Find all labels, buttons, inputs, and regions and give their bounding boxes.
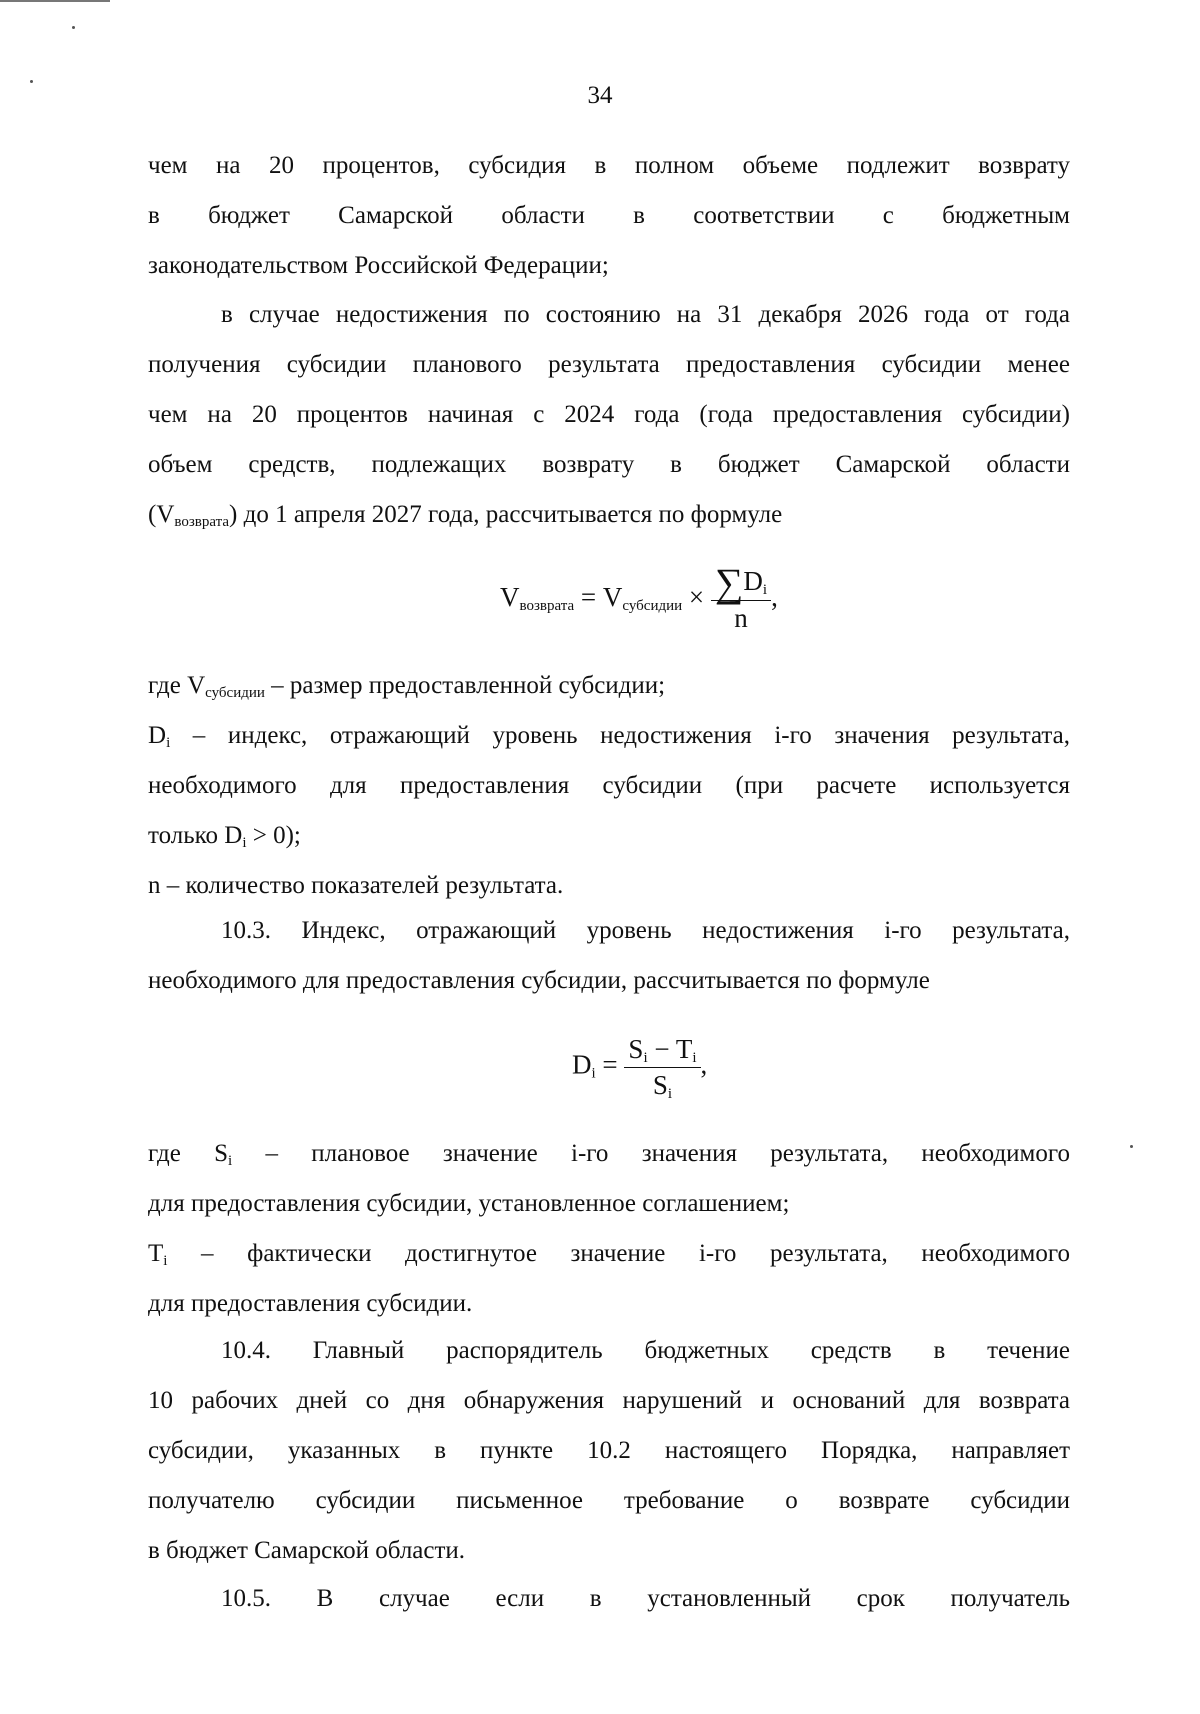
formula-sub: i [692, 1050, 697, 1066]
formula-sub: i [643, 1050, 648, 1066]
text-fragment: (V [148, 501, 175, 528]
paragraph-refund-condition [148, 290, 1070, 540]
formula-times: × [688, 582, 705, 613]
text-line [148, 1229, 1070, 1279]
formula-var: T [675, 1034, 693, 1064]
text-fragment: – индекс, отражающий уровень недостижения i-го значения результата, [170, 722, 1070, 749]
paragraph-10-5 [148, 1574, 1070, 1624]
text-fragment: ) до 1 апреля 2027 года, рассчитывается по формуле [229, 501, 783, 528]
subscript: субсидии [205, 685, 265, 701]
subscript: i [242, 835, 247, 851]
text-fragment: – фактически достигнутое значение i-го результата, необходимого [167, 1240, 1070, 1267]
fraction-numerator [624, 1034, 700, 1068]
formula-refund-volume [500, 560, 778, 634]
page-number: 34 [587, 82, 613, 109]
text-line [148, 811, 1070, 861]
text-line: объем средств, подлежащих возврату в бюджет Самарской области [148, 451, 1070, 478]
scan-speck [1130, 1145, 1133, 1148]
subscript: возврата [174, 514, 230, 530]
text-line: получения субсидии планового результата предоставления субсидии менее [148, 351, 1070, 378]
formula-sub: возврата [519, 598, 575, 615]
text-line [148, 1129, 1070, 1179]
text-line: 10.3. Индекс, отражающий уровень недостижения i-го результата, [221, 917, 1070, 944]
text-line: субсидии, указанных в пункте 10.2 настоящего Порядка, направляет [148, 1437, 1070, 1464]
paragraph-10-3 [148, 906, 1070, 1006]
subscript: i [166, 735, 171, 751]
formula-sub: i [667, 1086, 673, 1102]
formula-minus: − [647, 1034, 676, 1064]
formula-var: S [628, 1034, 644, 1064]
text-line: в случае недостижения по состоянию на 31 декабря 2026 года от года [221, 301, 1070, 328]
scan-speck [72, 26, 75, 29]
formula-comma: , [771, 582, 778, 613]
text-line: для предоставления субсидии. [148, 1290, 473, 1317]
text-line: чем на 20 процентов начиная с 2024 года (года предоставления субсидии) [148, 401, 1070, 428]
text-line: необходимого для предоставления субсидии, рассчитывается по формуле [148, 967, 930, 994]
text-fragment: T [148, 1240, 164, 1267]
text-fragment: D [148, 722, 167, 749]
formula-sub: i [762, 582, 768, 598]
fraction-denominator [624, 1068, 700, 1101]
formula-fraction [711, 560, 771, 634]
fraction-denominator: n [734, 603, 748, 633]
text-line: в бюджет Самарской области. [148, 1537, 466, 1564]
sum-symbol: ∑ [714, 560, 744, 605]
scan-edge-mark [0, 0, 110, 2]
subscript: i [163, 1253, 168, 1269]
text-fragment: > 0); [246, 822, 301, 849]
formula-sub: субсидии [622, 598, 683, 615]
text-fragment: где V [148, 672, 206, 699]
formula-var: S [652, 1070, 668, 1100]
text-line [148, 711, 1070, 761]
formula-comma: , [700, 1049, 708, 1080]
formula-var: V [602, 582, 623, 613]
formula-index [572, 1034, 707, 1101]
text-fragment: где S [148, 1140, 229, 1167]
text-line: для предоставления субсидии, установленное соглашением; [148, 1190, 790, 1217]
formula-fraction [624, 1034, 700, 1101]
formula-var: D [743, 566, 763, 596]
text-fragment: – плановое значение i-го значения результата, необходимого [232, 1140, 1070, 1167]
text-line [148, 661, 1070, 711]
text-line: законодательством Российской Федерации; [148, 252, 609, 279]
subscript: i [228, 1153, 233, 1169]
formula-definitions [148, 661, 1070, 911]
fraction-numerator [711, 560, 771, 605]
text-line: получателю субсидии письменное требование о возврате субсидии [148, 1487, 1070, 1514]
text-line [148, 490, 1070, 540]
text-line: 10 рабочих дней со дня обнаружения нарушений и оснований для возврата [148, 1387, 1070, 1414]
text-line: n – количество показателей результата. [148, 872, 564, 899]
text-line: чем на 20 процентов, субсидия в полном объеме подлежит возврату [148, 152, 1070, 179]
formula-equals: = [580, 582, 597, 613]
text-fragment: только D [148, 822, 243, 849]
text-fragment: – размер предоставленной субсидии; [264, 672, 666, 699]
paragraph-continuation [148, 141, 1070, 291]
text-line: 10.4. Главный распорядитель бюджетных средств в течение [221, 1337, 1070, 1364]
text-line: 10.5. В случае если в установленный срок получатель [221, 1585, 1070, 1612]
text-line: необходимого для предоставления субсидии (при расчете используется [148, 772, 1070, 799]
formula-definitions [148, 1129, 1070, 1329]
formula-var: D [572, 1049, 592, 1080]
formula-equals: = [602, 1049, 618, 1080]
formula-sub: i [591, 1065, 596, 1082]
text-line: в бюджет Самарской области в соответствии с бюджетным [148, 202, 1070, 229]
paragraph-10-4 [148, 1326, 1070, 1576]
formula-var: V [500, 582, 520, 613]
